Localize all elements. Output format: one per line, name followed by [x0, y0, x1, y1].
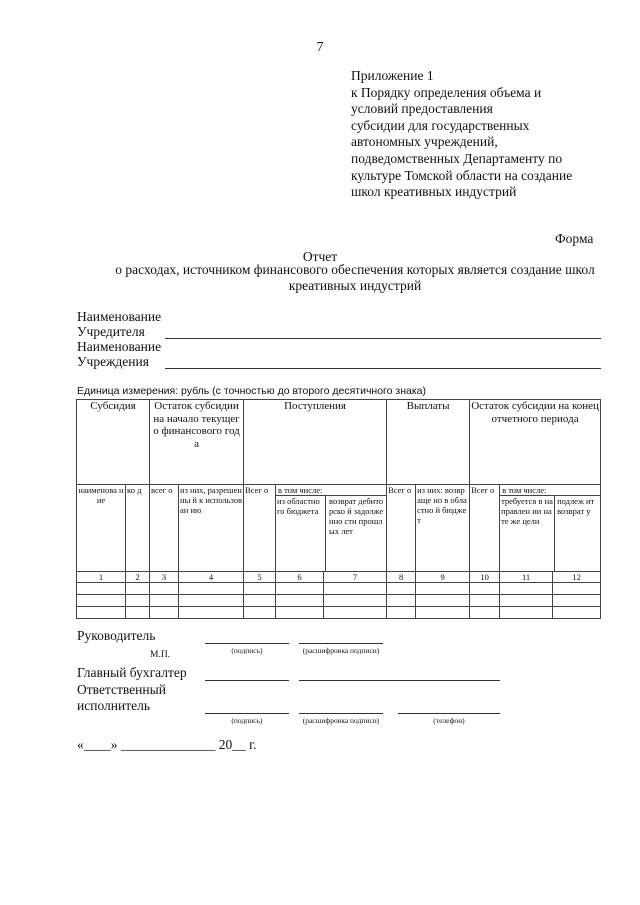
head-decode-line[interactable] [299, 643, 383, 644]
column-number: 7 [324, 572, 387, 583]
report-title: Отчет [302, 249, 338, 264]
column-number: 9 [416, 572, 470, 583]
responsible-phone-line[interactable] [398, 713, 500, 714]
founder-label-1: Наименование [77, 309, 162, 324]
subheader-group-balance [500, 485, 601, 572]
column-number: 10 [470, 572, 500, 583]
subheader-returned: из них: возвраще но в областно й бюджет [416, 485, 470, 572]
subheader-required: требуется в направлен ии на те же цели [500, 496, 555, 571]
report-table [76, 399, 601, 619]
subheader-from-budget: из областно го бюджета [276, 496, 326, 571]
date-line: «____» ______________ 20__ г. [77, 737, 257, 752]
table-row [77, 583, 601, 595]
decode-caption: (расшифровка подписи) [302, 716, 380, 725]
header-subsidy: Субсидия [77, 400, 150, 485]
unit-line: Единица измерения: рубль (с точностью до второго десятичного знака) [77, 385, 427, 397]
stamp-mark: М.П. [150, 650, 171, 660]
phone-caption: (телефон) [433, 716, 465, 725]
subheader-return-debt: возврат дебиторско й задолженно сти прошлых лет [329, 496, 384, 536]
subheader-incl: в том числе: [276, 485, 386, 496]
column-number: 1 [77, 572, 126, 583]
subheader-name: наименова ние [77, 485, 126, 572]
appendix-line: культуре Томской области на создание [351, 167, 573, 183]
head-label: Руководитель [77, 628, 156, 643]
subheader-total: Всег о [244, 485, 276, 572]
page-number: 7 [316, 40, 324, 55]
head-signature-line[interactable] [205, 643, 289, 644]
table-row [77, 595, 601, 607]
founder-label-2: Учредителя [77, 324, 145, 339]
column-number: 11 [500, 572, 553, 583]
subheader-to-return: подлеж ит возврат у [557, 496, 595, 516]
responsible-decode-line[interactable] [299, 713, 383, 714]
chief-accountant-label: Главный бухгалтер [77, 665, 187, 680]
column-number: 3 [150, 572, 179, 583]
header-payments: Выплаты [387, 400, 470, 485]
column-number: 8 [387, 572, 416, 583]
decode-caption: (расшифровка подписи) [302, 646, 380, 655]
column-number: 2 [126, 572, 150, 583]
report-subtitle: о расходах, источником финансового обеспечения которых является создание школ креативных индустрий [115, 262, 595, 293]
accountant-signature-line[interactable] [205, 680, 289, 681]
header-balance-end: Остаток субсидии на конец отчетного периода [470, 400, 601, 485]
responsible-label-1: Ответственный [77, 682, 166, 697]
subheader-code: ко д [126, 485, 150, 572]
column-number: 12 [553, 572, 601, 583]
header-receipts: Поступления [244, 400, 387, 485]
institution-field[interactable] [165, 368, 601, 369]
responsible-label-2: исполнитель [77, 698, 150, 713]
institution-label-2: Учреждения [77, 354, 149, 369]
appendix-line: условий предоставления [351, 101, 493, 117]
appendix-line: субсидии для государственных [351, 117, 530, 133]
appendix-line: автономных учреждений, [351, 134, 498, 150]
institution-label-1: Наименование [77, 339, 162, 354]
appendix-line: Приложение 1 [351, 68, 434, 83]
appendix-line: школ креативных индустрий [351, 184, 517, 200]
column-number: 5 [244, 572, 276, 583]
subheader-incl: в том числе: [500, 485, 600, 496]
appendix-line: к Порядку определения объема и [351, 84, 542, 100]
subheader-total: всег о [150, 485, 179, 572]
signature-caption: (подпись) [231, 716, 263, 725]
column-number: 4 [179, 572, 244, 583]
appendix-line: подведомственных Департаменту по [351, 150, 563, 166]
accountant-decode-line[interactable] [299, 680, 500, 681]
appendix-block [351, 68, 572, 201]
form-label: Форма [555, 231, 594, 246]
founder-field[interactable] [165, 338, 601, 339]
subheader-total: Всег о [470, 485, 500, 572]
subheader-allowed-use: из них, разрешенны й к использован ию [179, 485, 244, 572]
table-row [77, 607, 601, 619]
responsible-signature-line[interactable] [205, 713, 289, 714]
column-number: 6 [276, 572, 324, 583]
subheader-total: Всег о [387, 485, 416, 572]
header-balance-start: Остаток субсидии на начало текущего финансового года [150, 400, 244, 485]
signature-caption: (подпись) [231, 646, 263, 655]
subheader-group-receipts [276, 485, 387, 572]
